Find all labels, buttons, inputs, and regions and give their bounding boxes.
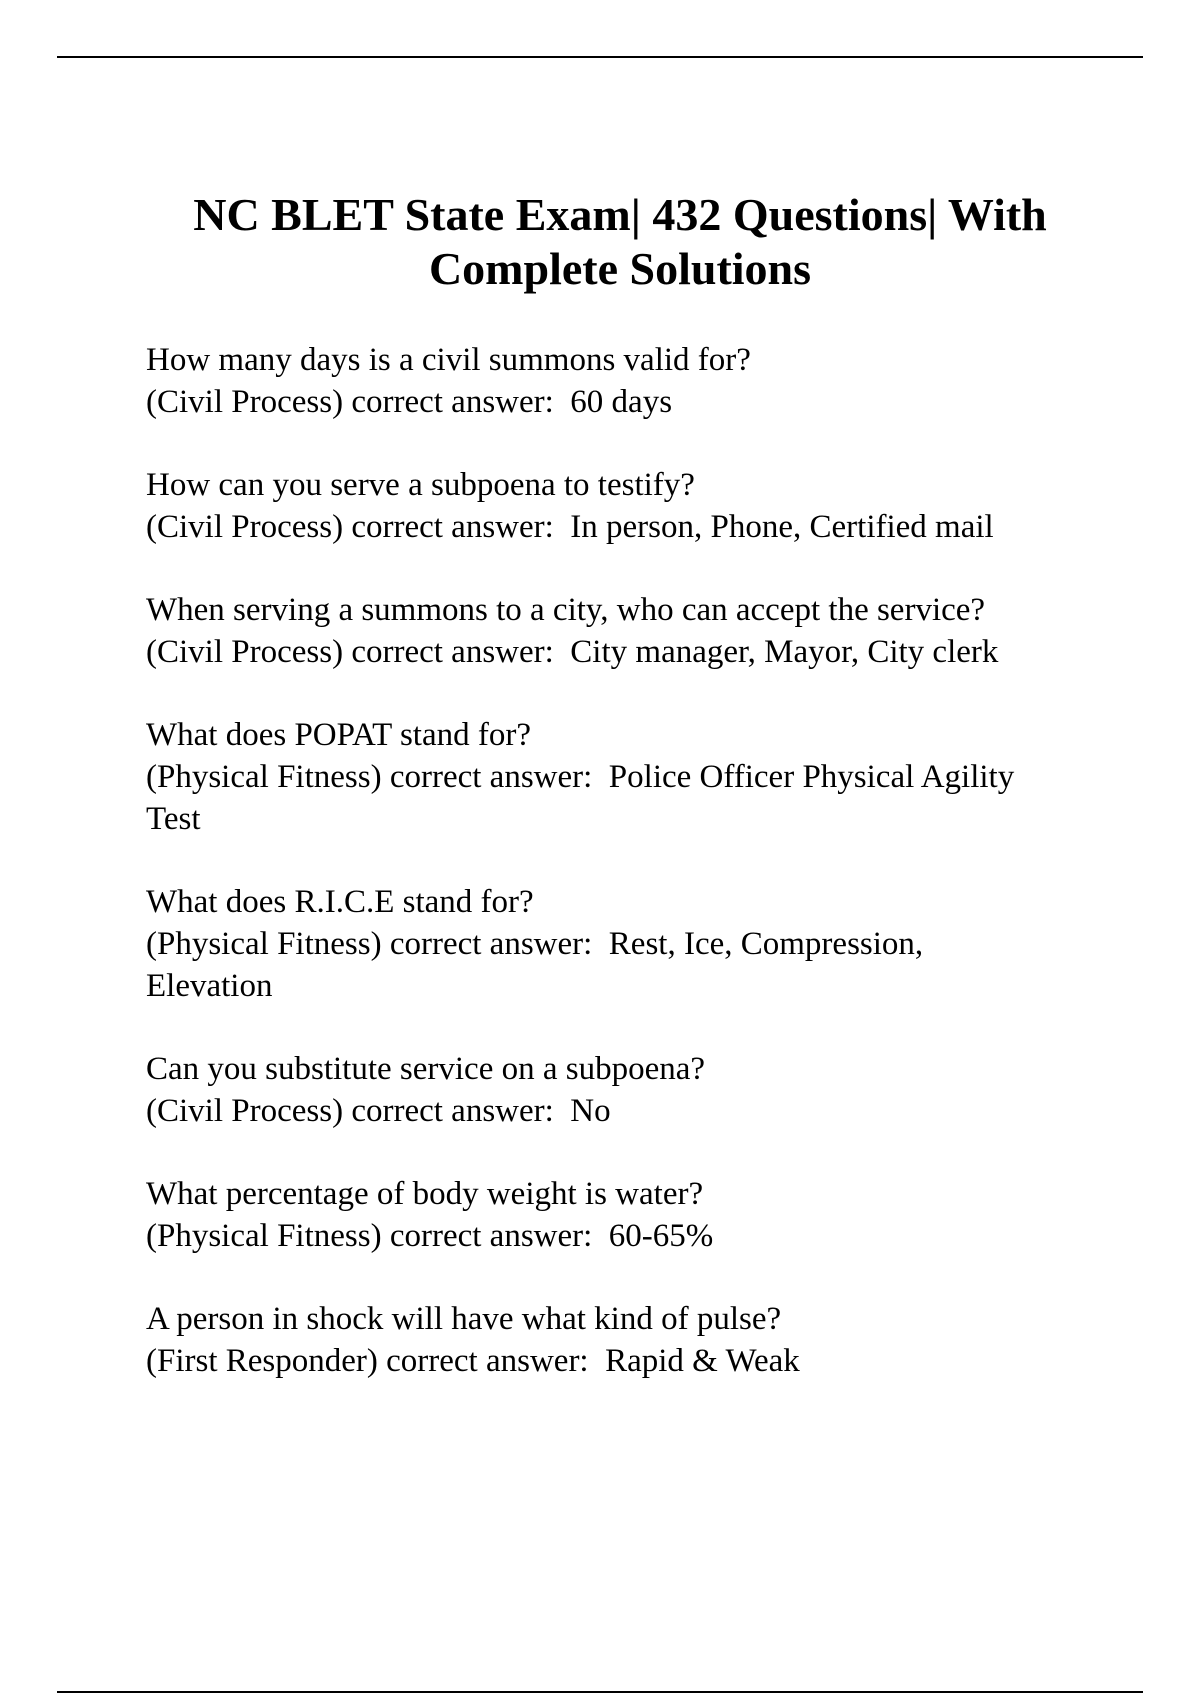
qa-item [146, 1173, 1146, 1257]
question-text: What does R.I.C.E stand for? [146, 884, 534, 920]
answer-line [146, 756, 1016, 840]
answer-text: Rapid & Weak [605, 1343, 800, 1379]
category-label: (Civil Process) [146, 1093, 344, 1129]
category-label: (Physical Fitness) [146, 926, 382, 962]
answer-text: City manager, Mayor, City clerk [570, 634, 999, 670]
qa-item [146, 1298, 1146, 1382]
qa-item [146, 714, 1146, 840]
title-line-2: Complete Solutions [428, 243, 812, 294]
category-label: (Civil Process) [146, 384, 344, 420]
answer-connector: correct answer: [351, 509, 554, 545]
answer-text: No [570, 1093, 611, 1129]
question-text: What percentage of body weight is water? [146, 1176, 704, 1212]
qa-item [146, 589, 1146, 673]
question-text: What does POPAT stand for? [146, 717, 531, 753]
bottom-rule [57, 1691, 1143, 1693]
title-line-1: NC BLET State Exam| 432 Questions| With [193, 189, 1047, 240]
answer-text: 60 days [570, 384, 673, 420]
qa-item [146, 881, 1146, 1007]
qa-item [146, 1048, 1146, 1132]
answer-line [146, 1090, 1016, 1132]
answer-text: 60-65% [608, 1218, 714, 1254]
answer-line [146, 1215, 1016, 1257]
question-text: When serving a summons to a city, who can accept the service? [146, 592, 986, 628]
question-text: How can you serve a subpoena to testify? [146, 467, 695, 503]
top-rule [57, 56, 1143, 58]
answer-line [146, 381, 1016, 423]
answer-line [146, 506, 1016, 548]
answer-connector: correct answer: [386, 1343, 589, 1379]
answer-connector: correct answer: [351, 384, 554, 420]
answer-connector: correct answer: [351, 634, 554, 670]
category-label: (Physical Fitness) [146, 1218, 382, 1254]
question-answer-list [146, 339, 1146, 1423]
qa-item [146, 464, 1146, 548]
category-label: (Civil Process) [146, 634, 344, 670]
answer-line [146, 631, 1016, 673]
answer-line [146, 923, 1016, 1007]
answer-connector: correct answer: [389, 926, 593, 962]
answer-connector: correct answer: [389, 759, 593, 795]
question-text: A person in shock will have what kind of pulse? [146, 1301, 782, 1337]
answer-text: In person, Phone, Certified mail [570, 509, 994, 545]
answer-text: Rest, Ice, Compression, Elevation [146, 926, 924, 1004]
question-text: How many days is a civil summons valid for? [146, 342, 751, 378]
category-label: (Civil Process) [146, 509, 344, 545]
qa-item [146, 339, 1146, 423]
answer-connector: correct answer: [351, 1093, 554, 1129]
category-label: (First Responder) [146, 1343, 378, 1379]
document-title [100, 188, 1140, 296]
question-text: Can you substitute service on a subpoena? [146, 1051, 706, 1087]
answer-connector: correct answer: [389, 1218, 593, 1254]
answer-line [146, 1340, 1016, 1382]
answer-text: Police Officer Physical Agility Test [146, 759, 1015, 837]
category-label: (Physical Fitness) [146, 759, 382, 795]
